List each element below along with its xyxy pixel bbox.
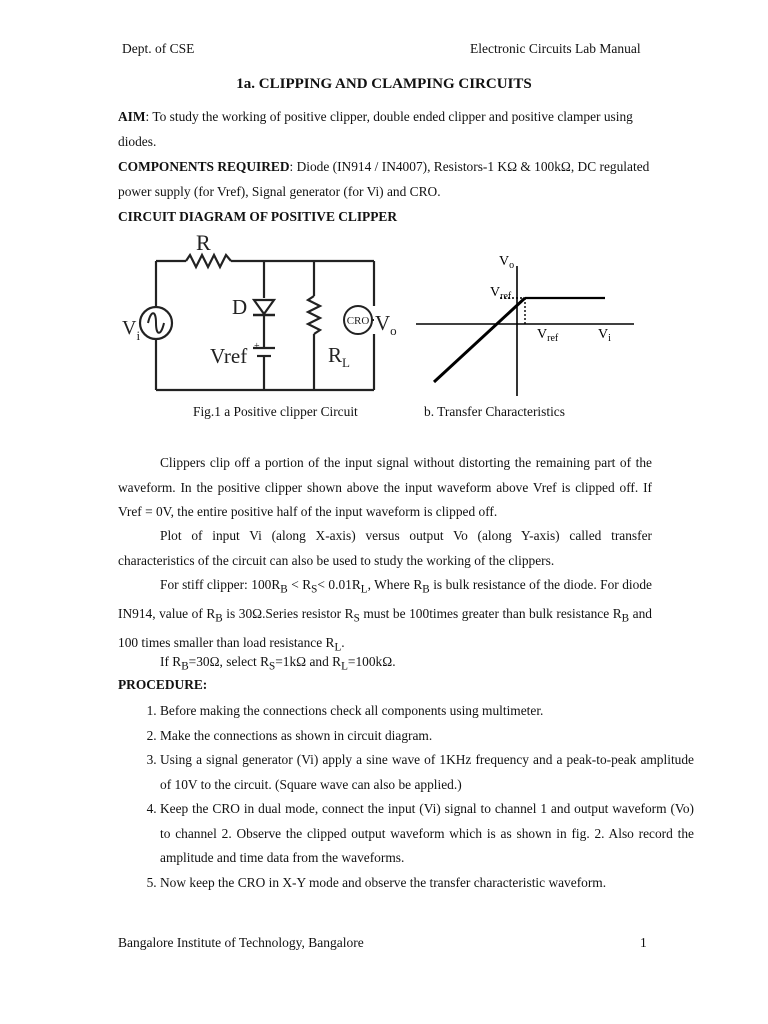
rl-label: $R_L$ <box>328 343 350 370</box>
components-text: : Diode (IN914 / IN4007), Resistors-1 KΩ & 100kΩ, DC regulated power supply (for Vref), Signal generator (for Vi) and CRO. <box>118 159 650 199</box>
vref-label: Vref <box>210 344 248 368</box>
header-department: Dept. of CSE <box>122 41 195 56</box>
transfer-slope-line <box>434 298 525 382</box>
diode-d-label: D <box>232 295 248 319</box>
positive-clipper-circuit-diagram <box>116 230 406 398</box>
aim-paragraph <box>118 105 652 154</box>
aim-text: : To study the working of positive clipper, double ended clipper and positive clamper using diodes. <box>118 109 633 149</box>
transfer-vref-x-label: $V_{ref}$ <box>537 327 559 344</box>
resistor-selection-paragraph: If $R_B=30\Omega$, select $R_S=1k\Omega$ and $R_L=100k\Omega$. <box>160 654 396 673</box>
cro-label: CRO <box>346 315 370 327</box>
components-label: COMPONENTS REQUIRED <box>118 159 290 174</box>
aim-label: AIM <box>118 109 146 124</box>
clippers-paragraph: Clippers clip off a portion of the input signal without distorting the remaining part of the waveform. In the positive clipper shown above the input waveform above Vref is clipped off. If Vref = 0V, the entire positive half of the input waveform is clipped off. <box>118 455 652 519</box>
figure-caption-b: b. Transfer Characteristics <box>424 404 565 419</box>
battery-plus-sign: + <box>254 341 260 352</box>
resistor-r-label: R <box>196 230 211 255</box>
transfer-characteristics-graph <box>412 248 642 398</box>
vo-label: $V_o$ <box>375 311 397 338</box>
components-paragraph <box>118 155 652 204</box>
transfer-vi-label: $V_i$ <box>598 327 611 344</box>
procedure-step: 4. Keep the CRO in dual mode, connect the input (Vi) signal to channel 1 and output waveform (Vo) to channel 2. Observe the clipped output waveform which is as shown in fig. 2. Also record the amplitude and time data from the waveforms. <box>160 797 694 871</box>
diode-symbol <box>254 300 274 314</box>
procedure-list <box>118 699 694 895</box>
footer-institute: Bangalore Institute of Technology, Bangalore <box>118 935 364 950</box>
page-title: 1a. CLIPPING AND CLAMPING CIRCUITS <box>236 76 532 92</box>
stiff-clipper-paragraph: For stiff clipper: $100R_B < R_S< 0.01R_L$, Where $R_B$ is bulk resistance of the diode. For diode IN914, value of $R_B$ is 30Ω.Series resistor $R_S$ must be 100times greater than bulk resistance $R_B$ and 100 times smaller than load resistance $R_L$. <box>118 577 652 655</box>
circuit-heading: CIRCUIT DIAGRAM OF POSITIVE CLIPPER <box>118 209 397 224</box>
procedure-step: 2. Make the connections as shown in circuit diagram. <box>160 724 694 749</box>
vi-label: $V_i$ <box>122 317 141 343</box>
transfer-characteristics-paragraph: Plot of input Vi (along X-axis) versus output Vo (along Y-axis) called transfer characteristics of the circuit can also be used to study the working of the clippers. <box>118 528 652 568</box>
page-number: 1 <box>640 935 647 950</box>
procedure-step: 3. Using a signal generator (Vi) apply a sine wave of 1KHz frequency and a peak-to-peak amplitude of 10V to the circuit. (Square wave can also be applied.) <box>160 748 694 797</box>
procedure-step: 1. Before making the connections check all components using multimeter. <box>160 699 694 724</box>
transfer-vo-label: $V_o$ <box>499 254 515 271</box>
transfer-vref-y-label: $V_{ref}$ <box>490 285 512 302</box>
figure-caption-a: Fig.1 a Positive clipper Circuit <box>193 404 358 419</box>
procedure-step: 5. Now keep the CRO in X-Y mode and observe the transfer characteristic waveform. <box>160 871 694 896</box>
procedure-heading: PROCEDURE: <box>118 677 208 692</box>
header-manual-title: Electronic Circuits Lab Manual <box>470 41 641 56</box>
